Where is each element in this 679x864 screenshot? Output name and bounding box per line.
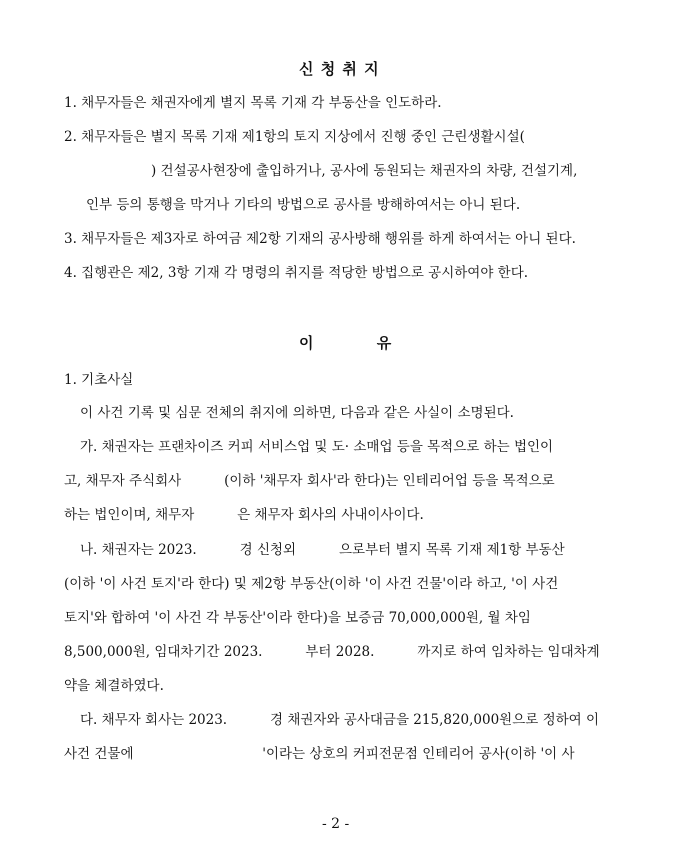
claim-line: 3. 채무자들은 제3자로 하여금 제2항 기재의 공사방해 행위를 하게 하여서는 아니 된다.	[64, 231, 576, 247]
claim-line: 4. 집행관은 제2, 3항 기재 각 명령의 취지를 적당한 방법으로 공시하여야 한다.	[64, 265, 529, 281]
reason-line: 1. 기초사실	[64, 372, 134, 388]
reason-line: 가. 채권자는 프랜차이즈 커피 서비스업 및 도· 소매업 등을 목적으로 하는 법인이	[80, 439, 554, 455]
claim-line: 2. 채무자들은 별지 목록 기재 제1항의 토지 지상에서 진행 중인 근린생활시설(	[64, 129, 525, 145]
reason-line: 8,500,000원, 임대차기간 2023. 부터 2028. 까지로 하여 임차하는 임대차계	[64, 644, 600, 660]
claim-heading: 신 청 취 지	[299, 60, 380, 78]
reason-line: 나. 채권자는 2023. 경 신청외 으로부터 별지 목록 기재 제1항 부동산	[80, 542, 565, 558]
reason-line: 약을 체결하였다.	[64, 678, 164, 694]
reason-line: 사건 건물에 '이라는 상호의 커피전문점 인테리어 공사(이하 '이 사	[64, 746, 575, 762]
page-number: - 2 -	[322, 816, 350, 832]
reason-heading: 이 유	[299, 334, 393, 352]
reason-line: 토지'와 합하여 '이 사건 각 부동산'이라 한다)을 보증금 70,000,000원, 월 차임	[64, 610, 531, 626]
claim-line: 1. 채무자들은 채권자에게 별지 목록 기재 각 부동산을 인도하라.	[64, 95, 442, 111]
reason-line: 이 사건 기록 및 심문 전체의 취지에 의하면, 다음과 같은 사실이 소명된다.	[80, 405, 514, 421]
reason-line: 다. 채무자 회사는 2023. 경 채권자와 공사대금을 215,820,000원으로 정하여 이	[80, 712, 600, 728]
claim-line: 인부 등의 통행을 막거나 기타의 방법으로 공사를 방해하여서는 아니 된다.	[86, 197, 521, 213]
reason-line: 고, 채무자 주식회사 (이하 '채무자 회사'라 한다)는 인테리어업 등을 목적으로	[64, 473, 555, 489]
claim-line: ) 건설공사현장에 출입하거나, 공사에 동원되는 채권자의 차량, 건설기계,	[151, 163, 578, 179]
reason-line: 하는 법인이며, 채무자 은 채무자 회사의 사내이사이다.	[64, 507, 424, 523]
reason-line: (이하 '이 사건 토지'라 한다) 및 제2항 부동산(이하 '이 사건 건물'이라 하고, '이 사건	[64, 576, 559, 592]
